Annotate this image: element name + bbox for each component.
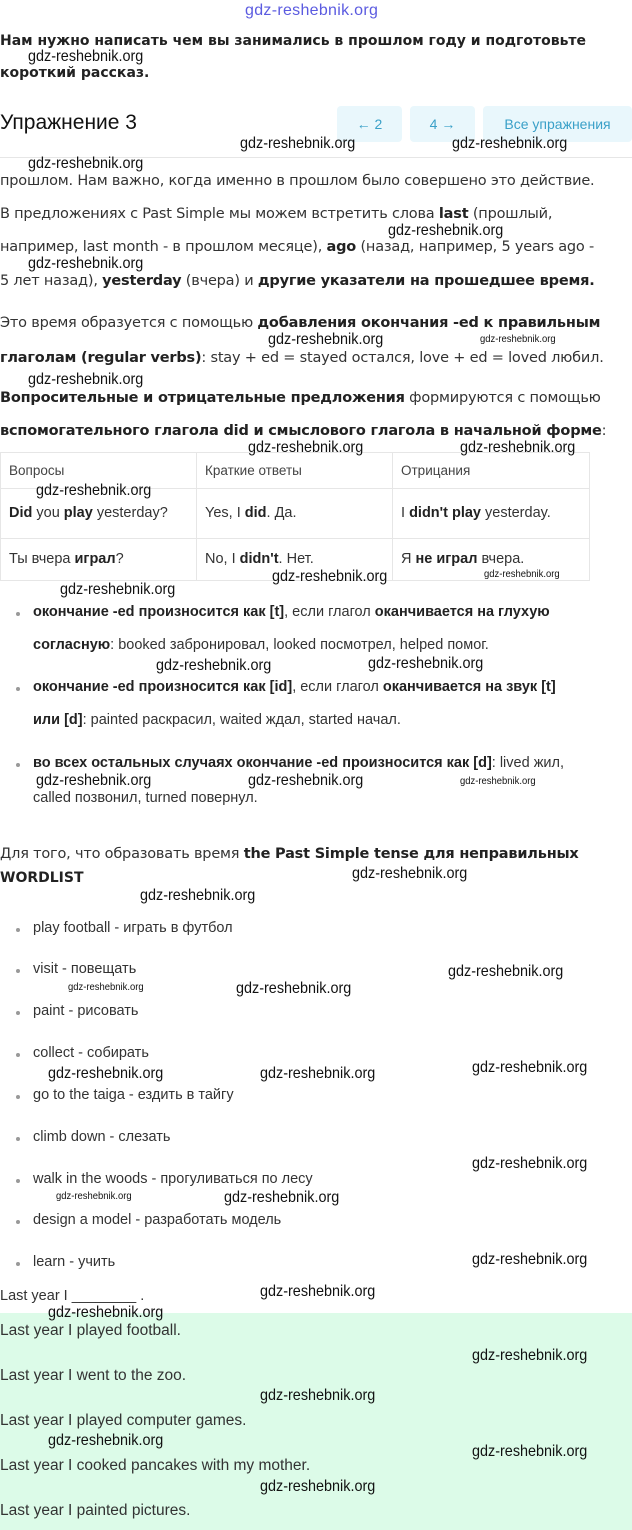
theory-line: вспомогательного глагола did и смыслового глагола в начальной форме:	[0, 423, 607, 439]
theory-line: Вопросительные и отрицательные предложения формируются с помощью	[0, 390, 601, 406]
bullet-icon	[16, 1095, 20, 1099]
answer-template: Last year I ________ .	[0, 1288, 145, 1304]
bullet-icon	[16, 1179, 20, 1183]
bullet-icon	[16, 687, 20, 691]
theory-line: 5 лет назад), yesterday (вчера) и другие указатели на прошедшее время.	[0, 273, 595, 289]
watermark-text: gdz-reshebnik.org	[460, 439, 576, 456]
bullet-icon	[16, 1011, 20, 1015]
watermark-text: gdz-reshebnik.org	[248, 439, 364, 456]
rule-item: окончание -ed произносится как [id], если глагол оканчивается на звук [t]	[33, 679, 556, 695]
irregular-text: Для того, что образовать время the Past Simple tense для неправильных	[0, 846, 579, 862]
rule-item: во всех остальных случаях окончание -ed произносится как [d]: lived жил,	[33, 755, 564, 771]
watermark-text: gdz-reshebnik.org	[268, 331, 384, 348]
wordlist-item: collect - собирать	[33, 1045, 149, 1061]
answer-line: Last year I played football.	[0, 1322, 181, 1339]
watermark-text: gdz-reshebnik.org	[236, 980, 352, 997]
bullet-icon	[16, 1220, 20, 1224]
watermark-text: gdz-reshebnik.org	[368, 655, 484, 672]
wordlist-item: play football - играть в футбол	[33, 920, 233, 936]
watermark-text: gdz-reshebnik.org	[472, 1155, 588, 1172]
watermark-text: gdz-reshebnik.org	[472, 1059, 588, 1076]
watermark-text: gdz-reshebnik.org	[156, 657, 272, 674]
wordlist-item: climb down - слезать	[33, 1129, 171, 1145]
wordlist-item: walk in the woods - прогуливаться по лесу	[33, 1171, 313, 1187]
watermark-text: gdz-reshebnik.org	[28, 371, 144, 388]
watermark-text: gdz-reshebnik.org	[484, 568, 560, 580]
watermark-text: gdz-reshebnik.org	[68, 981, 144, 993]
watermark-text: gdz-reshebnik.org	[480, 333, 556, 345]
watermark-text: gdz-reshebnik.org	[472, 1251, 588, 1268]
watermark-text: gdz-reshebnik.org	[56, 1190, 132, 1202]
watermark-text: gdz-reshebnik.org	[224, 1189, 340, 1206]
rule-item: или [d]: painted раскрасил, waited ждал, started начал.	[33, 712, 401, 728]
watermark-text: gdz-reshebnik.org	[260, 1283, 376, 1300]
watermark-text: gdz-reshebnik.org	[36, 772, 152, 789]
bullet-icon	[16, 1137, 20, 1141]
wordlist-item: paint - рисовать	[33, 1003, 139, 1019]
bullet-icon	[16, 1262, 20, 1266]
answer-line: Last year I played computer games.	[0, 1412, 247, 1429]
theory-line: В предложениях с Past Simple мы можем встретить слова last (прошлый,	[0, 206, 553, 222]
task-text: короткий рассказ.	[0, 65, 150, 81]
watermark-text: gdz-reshebnik.org	[260, 1065, 376, 1082]
watermark-text: gdz-reshebnik.org	[272, 568, 388, 585]
rule-item: окончание -ed произносится как [t], если глагол оканчивается на глухую	[33, 604, 550, 620]
watermark-text: gdz-reshebnik.org	[472, 1347, 588, 1364]
watermark-text: gdz-reshebnik.org	[388, 222, 504, 239]
theory-line: глаголам (regular verbs): stay + ed = stayed остался, love + ed = loved любил.	[0, 350, 604, 366]
answer-line: Last year I cooked pancakes with my mother.	[0, 1457, 311, 1474]
prev-exercise-button[interactable]: ← 2	[337, 106, 402, 142]
wordlist-item: visit - повещать	[33, 961, 137, 977]
table-header: Краткие ответы	[197, 453, 393, 489]
wordlist-item: design a model - разработать модель	[33, 1212, 282, 1228]
site-logo[interactable]: gdz-reshebnik.org	[245, 2, 379, 19]
watermark-text: gdz-reshebnik.org	[48, 1065, 164, 1082]
wordlist-item: learn - учить	[33, 1254, 116, 1270]
bullet-icon	[16, 928, 20, 932]
watermark-text: gdz-reshebnik.org	[28, 155, 144, 172]
watermark-text: gdz-reshebnik.org	[472, 1443, 588, 1460]
table-header: Вопросы	[1, 453, 197, 489]
watermark-text: gdz-reshebnik.org	[248, 772, 364, 789]
grammar-table	[0, 452, 590, 581]
table-row: Did you play yesterday? Yes, I did. Да. I didn't play yesterday.	[1, 489, 590, 539]
answer-line: Last year I painted pictures.	[0, 1502, 191, 1519]
watermark-text: gdz-reshebnik.org	[48, 1432, 164, 1449]
bullet-icon	[16, 1053, 20, 1057]
watermark-text: gdz-reshebnik.org	[260, 1478, 376, 1495]
watermark-text: gdz-reshebnik.org	[28, 255, 144, 272]
watermark-text: gdz-reshebnik.org	[140, 887, 256, 904]
bullet-icon	[16, 763, 20, 767]
watermark-text: gdz-reshebnik.org	[28, 48, 144, 65]
watermark-text: gdz-reshebnik.org	[448, 963, 564, 980]
wordlist-item: go to the taiga - ездить в тайгу	[33, 1087, 234, 1103]
next-exercise-button[interactable]: 4 →	[410, 106, 475, 142]
theory-line: прошлом. Нам важно, когда именно в прошлом было совершено это действие.	[0, 173, 595, 189]
watermark-text: gdz-reshebnik.org	[240, 135, 356, 152]
bullet-icon	[16, 612, 20, 616]
table-header: Отрицания	[393, 453, 590, 489]
watermark-text: gdz-reshebnik.org	[48, 1304, 164, 1321]
bullet-icon	[16, 969, 20, 973]
page-title: Упражнение 3	[0, 111, 137, 134]
theory-line: Это время образуется с помощью добавления окончания -ed к правильным	[0, 315, 601, 331]
wordlist-title: WORDLIST	[0, 870, 84, 886]
task-text: Нам нужно написать чем вы занимались в прошлом году и подготовьте	[0, 33, 587, 49]
watermark-text: gdz-reshebnik.org	[352, 865, 468, 882]
rule-item: called позвонил, turned повернул.	[33, 790, 258, 806]
answer-line: Last year I went to the zoo.	[0, 1367, 187, 1384]
theory-line: например, last month - в прошлом месяце), ago (назад, например, 5 years ago -	[0, 239, 595, 255]
all-exercises-button[interactable]: Все упражнения	[483, 106, 632, 142]
watermark-text: gdz-reshebnik.org	[452, 135, 568, 152]
rule-item: согласную: booked забронировал, looked посмотрел, helped помог.	[33, 637, 489, 653]
watermark-text: gdz-reshebnik.org	[36, 482, 152, 499]
watermark-text: gdz-reshebnik.org	[60, 581, 176, 598]
table-row: Ты вчера играл? No, I didn't. Нет. Я не играл вчера.	[1, 539, 590, 581]
watermark-text: gdz-reshebnik.org	[260, 1387, 376, 1404]
watermark-text: gdz-reshebnik.org	[460, 775, 536, 787]
